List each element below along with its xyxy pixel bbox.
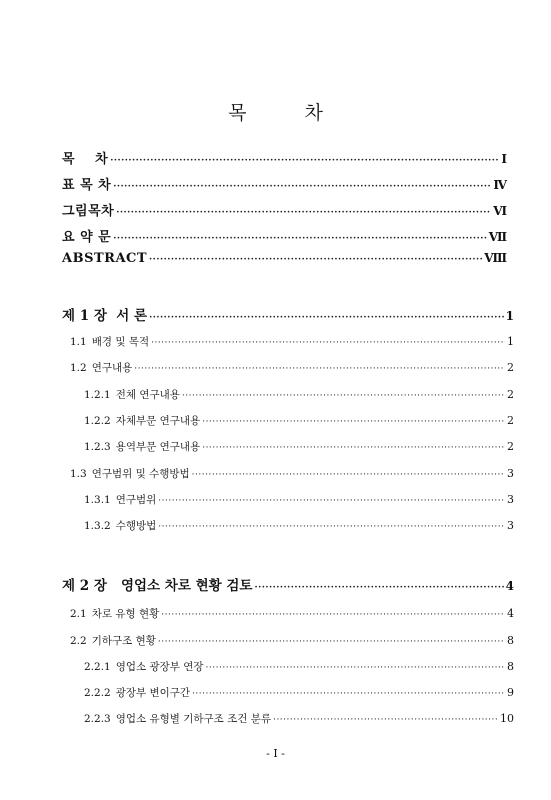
section-number: 1.3.1 [84,494,111,506]
toc-entry-page: Ⅷ [484,251,507,265]
leader-dots [149,255,482,265]
section-number: 2.2.1 [84,661,111,673]
section-page: 2 [507,414,514,427]
toc-section-1-3-1[interactable] [84,492,514,507]
section-label: 연구범위 및 수행방법 [91,468,190,480]
toc-entry-summary[interactable] [62,226,507,245]
section-label: 기하구조 현황 [91,635,156,647]
section-number: 1.2.3 [84,441,111,453]
section-label: 광장부 변이구간 [115,687,191,699]
section-page: 2 [507,388,514,401]
toc-entry-figure-list[interactable] [62,200,507,219]
leader-dots [134,364,505,374]
toc-entry-page: Ⅶ [488,230,507,244]
section-label: 연구범위 [115,494,157,506]
toc-chapter-page: 1 [505,309,514,323]
toc-section-2-2-3[interactable] [84,711,514,726]
section-number: 1.2.2 [84,415,111,427]
leader-dots [192,689,505,699]
section-number: 1.3.2 [84,520,111,532]
leader-dots [113,234,486,244]
toc-section-1-2-3[interactable] [84,439,514,454]
leader-dots [158,522,505,532]
toc-entry-page: I [501,152,507,166]
section-label: 전체 연구내용 [115,389,180,401]
toc-entry-page: Ⅵ [493,204,507,218]
toc-section-2-1[interactable] [70,606,514,621]
leader-dots [161,610,505,620]
section-page: 4 [507,607,514,620]
section-number: 1.1 [70,336,87,348]
toc-chapter-2[interactable] [62,574,514,594]
leader-dots [110,156,499,166]
section-page: 9 [507,686,514,699]
section-label: 차로 유형 현황 [91,608,160,620]
section-label: 수행방법 [115,520,157,532]
toc-chapter-label: 제 1 장 서 론 [62,308,148,324]
toc-section-1-2[interactable] [70,360,514,375]
section-label: 영업소 유형별 기하구조 조건 분류 [115,713,272,725]
leader-dots [158,637,505,647]
toc-section-1-2-1[interactable] [84,387,514,402]
toc-entry-label: ABSTRACT [62,251,148,266]
toc-section-2-2-2[interactable] [84,685,514,700]
toc-entry-label: 요 약 문 [62,230,112,245]
leader-dots [182,391,505,401]
section-page: 1 [507,335,514,348]
leader-dots [202,417,505,427]
section-label: 자체부문 연구내용 [115,415,201,427]
toc-entry-label: 그림목차 [62,204,115,219]
section-page: 8 [507,660,514,673]
toc-section-1-2-2[interactable] [84,413,514,428]
section-page: 3 [507,467,514,480]
toc-section-2-2[interactable] [70,633,514,648]
toc-section-1-3[interactable] [70,466,514,481]
leader-dots [273,715,498,725]
leader-dots [202,443,505,453]
toc-section-1-1[interactable] [70,334,514,349]
leader-dots [254,583,503,593]
section-label: 영업소 광장부 연장 [115,661,204,673]
section-number: 2.1 [70,608,87,620]
section-number: 2.2.2 [84,687,111,699]
section-page: 10 [500,712,514,725]
section-label: 용역부문 연구내용 [115,441,201,453]
leader-dots [151,338,505,348]
section-number: 1.3 [70,468,87,480]
toc-chapter-1[interactable] [62,304,514,324]
section-label: 연구내용 [91,362,133,374]
section-number: 2.2 [70,635,87,647]
toc-entry-table-list[interactable] [62,174,507,193]
leader-dots [116,208,491,218]
toc-entry-label: 표 목 차 [62,178,112,193]
section-label: 배경 및 목적 [91,336,150,348]
section-page: 2 [507,440,514,453]
section-page: 2 [507,361,514,374]
toc-section-2-2-1[interactable] [84,659,514,674]
section-number: 1.2.1 [84,389,111,401]
toc-section-1-3-2[interactable] [84,518,514,533]
toc-chapter-page: 4 [505,579,514,593]
section-number: 1.2 [70,362,87,374]
toc-entry-contents[interactable] [62,148,507,167]
toc-entry-label: 목 차 [62,152,109,167]
toc-entry-page: Ⅳ [493,178,507,192]
leader-dots [149,313,504,323]
leader-dots [192,470,505,480]
section-number: 2.2.3 [84,713,111,725]
page-number-footer: - I - [266,747,285,760]
page-title: 목 차 [228,102,349,124]
leader-dots [113,182,491,192]
section-page: 3 [507,493,514,506]
section-page: 3 [507,519,514,532]
leader-dots [158,496,505,506]
toc-chapter-label: 제 2 장 영업소 차로 현황 검토 [62,578,253,594]
toc-entry-abstract[interactable] [62,251,507,266]
section-page: 8 [507,634,514,647]
leader-dots [206,663,505,673]
